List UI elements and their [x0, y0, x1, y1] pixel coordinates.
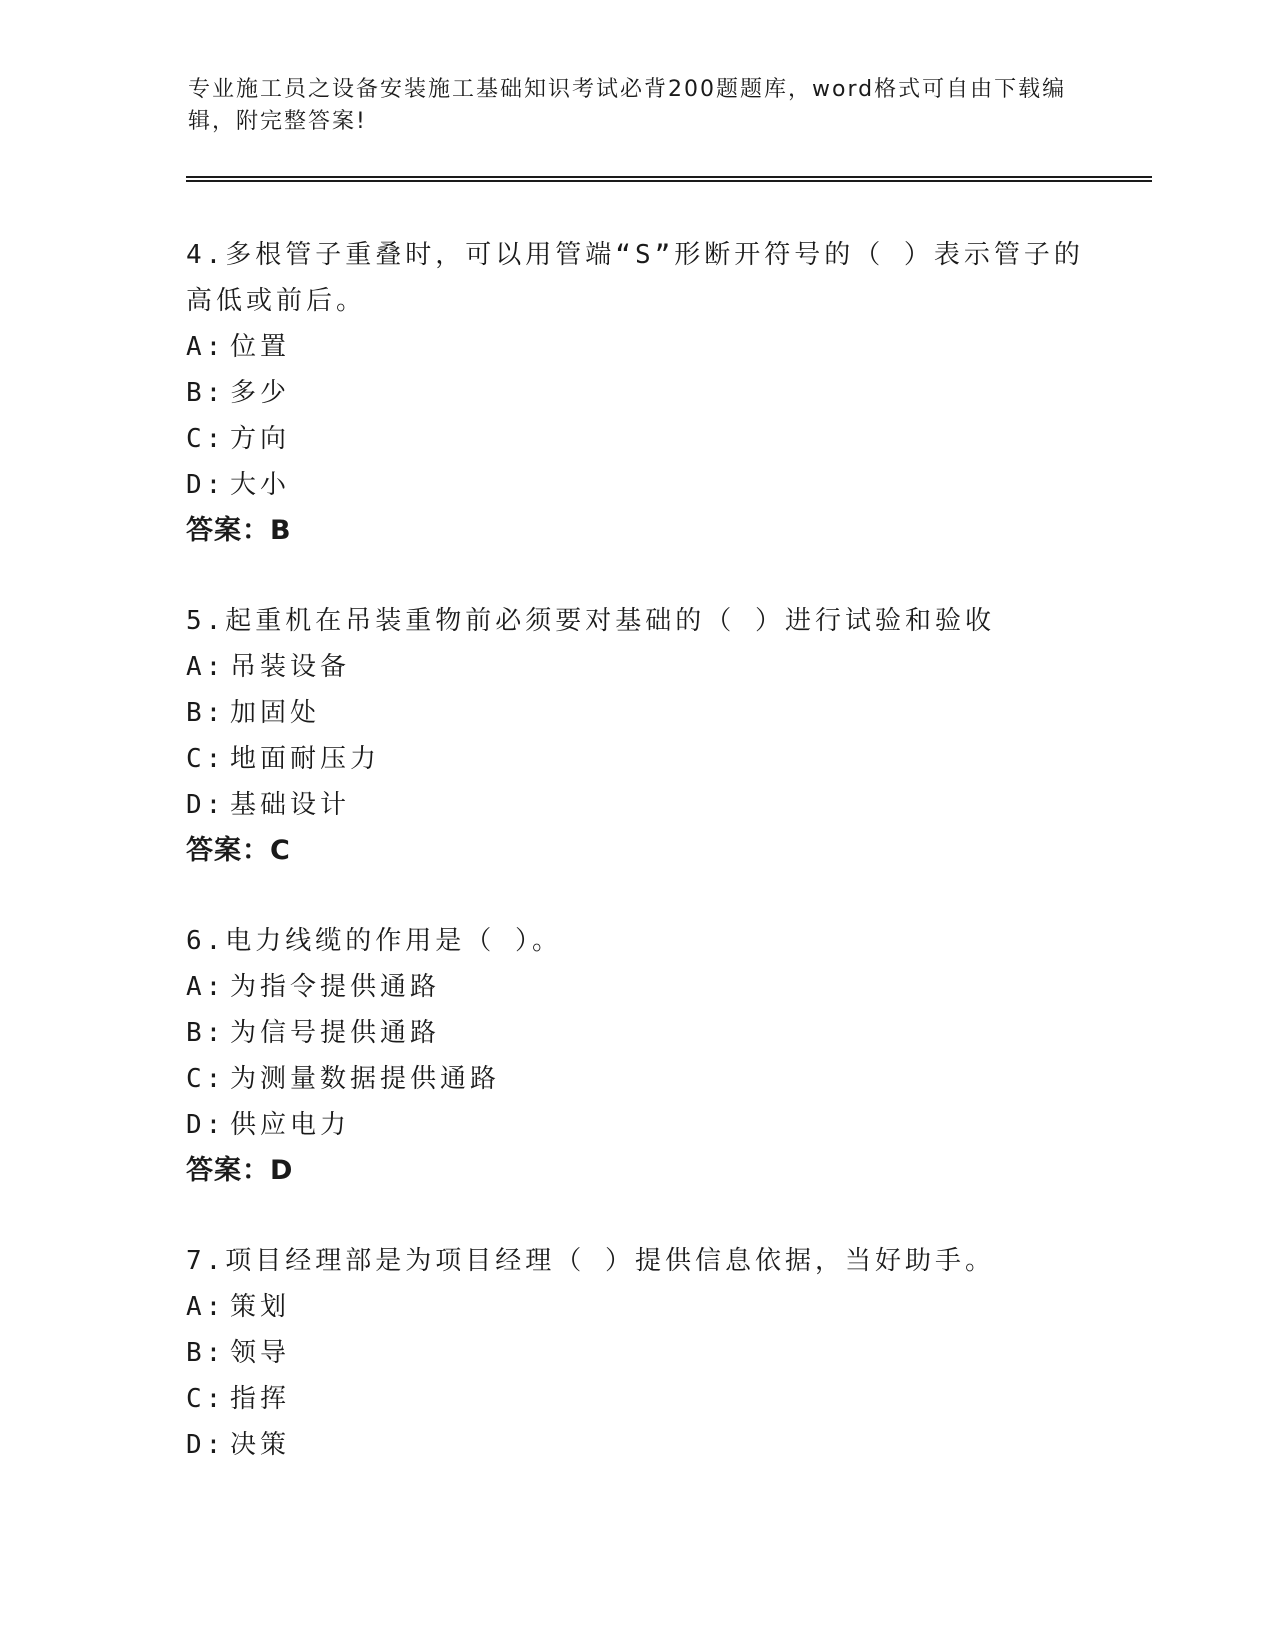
question-6: [186, 918, 1086, 1194]
option-key: D:: [186, 1110, 226, 1140]
option-key: A:: [186, 972, 226, 1002]
question-4: [186, 232, 1086, 554]
option-b: [186, 690, 1086, 736]
option-text: 决策: [230, 1430, 291, 1460]
header-double-rule: [186, 176, 1152, 182]
option-text: 大小: [230, 470, 291, 500]
question-7: [186, 1238, 1086, 1468]
question-5: [186, 598, 1086, 874]
question-stem: 4.多根管子重叠时，可以用管端“S”形断开符号的（ ）表示管子的高低或前后。: [186, 240, 1084, 316]
option-c: [186, 416, 1086, 462]
option-key: C:: [186, 744, 226, 774]
option-text: 地面耐压力: [230, 744, 381, 774]
option-text: 为测量数据提供通路: [230, 1064, 501, 1094]
option-key: B:: [186, 1018, 226, 1048]
option-text: 领导: [230, 1338, 291, 1368]
question-list: [186, 232, 1086, 1512]
option-text: 为信号提供通路: [230, 1018, 441, 1048]
option-key: B:: [186, 698, 226, 728]
option-key: A:: [186, 652, 226, 682]
question-stem: 7.项目经理部是为项目经理（ ）提供信息依据，当好助手。: [186, 1246, 995, 1276]
option-key: C:: [186, 1064, 226, 1094]
option-text: 基础设计: [230, 790, 351, 820]
answer-line: 答案：C: [186, 835, 291, 866]
option-a: [186, 964, 1086, 1010]
option-d: [186, 1102, 1086, 1148]
option-text: 位置: [230, 332, 291, 362]
option-text: 为指令提供通路: [230, 972, 441, 1002]
option-c: [186, 736, 1086, 782]
option-d: [186, 782, 1086, 828]
option-key: B:: [186, 378, 226, 408]
option-a: [186, 1284, 1086, 1330]
option-text: 策划: [230, 1292, 291, 1322]
option-key: A:: [186, 1292, 226, 1322]
option-text: 供应电力: [230, 1110, 351, 1140]
option-key: C:: [186, 424, 226, 454]
option-key: A:: [186, 332, 226, 362]
option-a: [186, 324, 1086, 370]
option-key: C:: [186, 1384, 226, 1414]
option-text: 指挥: [230, 1384, 291, 1414]
option-key: D:: [186, 790, 226, 820]
question-stem: 6.电力线缆的作用是（ ）。: [186, 926, 562, 956]
option-key: B:: [186, 1338, 226, 1368]
option-a: [186, 644, 1086, 690]
option-b: [186, 1010, 1086, 1056]
option-c: [186, 1056, 1086, 1102]
option-c: [186, 1376, 1086, 1422]
answer-line: 答案：B: [186, 515, 292, 546]
option-text: 多少: [230, 378, 291, 408]
option-key: D:: [186, 1430, 226, 1460]
option-b: [186, 1330, 1086, 1376]
option-key: D:: [186, 470, 226, 500]
option-d: [186, 1422, 1086, 1468]
option-text: 加固处: [230, 698, 321, 728]
question-stem: 5.起重机在吊装重物前必须要对基础的（ ）进行试验和验收: [186, 606, 995, 636]
option-text: 吊装设备: [230, 652, 351, 682]
answer-line: 答案：D: [186, 1155, 294, 1186]
option-d: [186, 462, 1086, 508]
option-text: 方向: [230, 424, 291, 454]
option-b: [186, 370, 1086, 416]
document-title: 专业施工员之设备安装施工基础知识考试必背200题题库，word格式可自由下载编辑，附完整答案!: [188, 77, 1067, 134]
